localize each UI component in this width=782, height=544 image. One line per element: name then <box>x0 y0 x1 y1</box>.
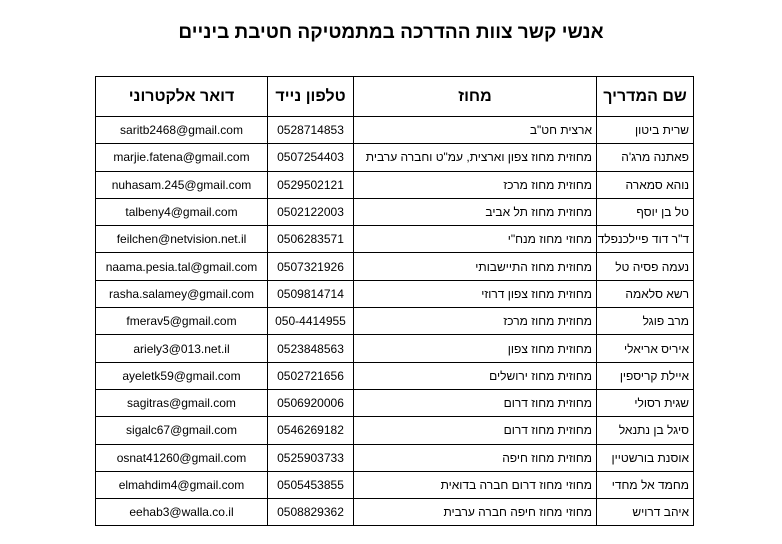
table-row <box>96 499 694 526</box>
cell-email[interactable]: ayeletk59@gmail.com <box>96 362 268 389</box>
cell-name: רשא סלאמה <box>597 280 694 307</box>
table-row <box>96 117 694 144</box>
table-row <box>96 226 694 253</box>
cell-district: מחוזי מחוז דרום חברה בדואית <box>354 471 597 498</box>
cell-district: ארצית חט"ב <box>354 117 597 144</box>
cell-phone: 0528714853 <box>268 117 354 144</box>
table-row <box>96 335 694 362</box>
cell-email[interactable]: fmerav5@gmail.com <box>96 308 268 335</box>
cell-district: מחוזית מחוז דרום <box>354 417 597 444</box>
cell-name: פאתנה מרג'ה <box>597 144 694 171</box>
cell-phone: 0506283571 <box>268 226 354 253</box>
cell-name: מרב פוגל <box>597 308 694 335</box>
cell-district: מחוזית מחוז התיישבותי <box>354 253 597 280</box>
cell-name: איילת קריספין <box>597 362 694 389</box>
table-row <box>96 308 694 335</box>
cell-name: איריס אריאלי <box>597 335 694 362</box>
cell-email[interactable]: nuhasam.245@gmail.com <box>96 171 268 198</box>
cell-email[interactable]: sagitras@gmail.com <box>96 389 268 416</box>
table-row <box>96 444 694 471</box>
cell-phone: 0529502121 <box>268 171 354 198</box>
cell-email[interactable]: feilchen@netvision.net.il <box>96 226 268 253</box>
cell-phone: 0502122003 <box>268 198 354 225</box>
cell-email[interactable]: sigalc67@gmail.com <box>96 417 268 444</box>
table-row <box>96 280 694 307</box>
cell-email[interactable]: marjie.fatena@gmail.com <box>96 144 268 171</box>
cell-phone: 0546269182 <box>268 417 354 444</box>
cell-district: מחוזית מחוז צפון וארצית, עמ"ט וחברה ערבית <box>354 144 597 171</box>
table-row <box>96 471 694 498</box>
table-row <box>96 417 694 444</box>
table-row <box>96 144 694 171</box>
table-row <box>96 253 694 280</box>
header-email: דואר אלקטרוני <box>96 77 268 117</box>
cell-name: ד"ר דוד פיילכנפלד <box>597 226 694 253</box>
cell-email[interactable]: naama.pesia.tal@gmail.com <box>96 253 268 280</box>
cell-district: מחוזית מחוז תל אביב <box>354 198 597 225</box>
header-name: שם המדריך <box>597 77 694 117</box>
cell-name: מחמד אל מחדי <box>597 471 694 498</box>
cell-phone: 0508829362 <box>268 499 354 526</box>
cell-name: סיגל בן נתנאל <box>597 417 694 444</box>
cell-email[interactable]: elmahdim4@gmail.com <box>96 471 268 498</box>
cell-district: מחוזית מחוז צפון <box>354 335 597 362</box>
cell-district: מחוזית מחוז חיפה <box>354 444 597 471</box>
cell-email[interactable]: talbeny4@gmail.com <box>96 198 268 225</box>
cell-phone: 0502721656 <box>268 362 354 389</box>
cell-district: מחוזית מחוז דרום <box>354 389 597 416</box>
cell-email[interactable]: rasha.salamey@gmail.com <box>96 280 268 307</box>
cell-district: מחוזי מחוז מנח"י <box>354 226 597 253</box>
page-title: אנשי קשר צוות ההדרכה במתמטיקה חטיבת ביניים <box>178 22 604 43</box>
cell-name: נוהא סמארה <box>597 171 694 198</box>
header-row <box>96 77 694 117</box>
table-row <box>96 198 694 225</box>
header-phone: טלפון נייד <box>268 77 354 117</box>
cell-phone: 0505453855 <box>268 471 354 498</box>
cell-email[interactable]: eehab3@walla.co.il <box>96 499 268 526</box>
cell-name: טל בן יוסף <box>597 198 694 225</box>
cell-email[interactable]: saritb2468@gmail.com <box>96 117 268 144</box>
cell-district: מחוזית מחוז מרכז <box>354 308 597 335</box>
cell-phone: 0507254403 <box>268 144 354 171</box>
cell-name: נעמה פסיה טל <box>597 253 694 280</box>
cell-phone: 050-4414955 <box>268 308 354 335</box>
table-row <box>96 171 694 198</box>
cell-phone: 0525903733 <box>268 444 354 471</box>
cell-email[interactable]: ariely3@013.net.il <box>96 335 268 362</box>
cell-district: מחוזית מחוז צפון דרוזי <box>354 280 597 307</box>
cell-phone: 0509814714 <box>268 280 354 307</box>
contacts-table <box>95 76 694 526</box>
cell-district: מחוזית מחוז מרכז <box>354 171 597 198</box>
cell-district: מחוזית מחוז ירושלים <box>354 362 597 389</box>
table-row <box>96 389 694 416</box>
cell-phone: 0506920006 <box>268 389 354 416</box>
cell-phone: 0507321926 <box>268 253 354 280</box>
cell-name: שגית רסולי <box>597 389 694 416</box>
cell-name: איהב דרויש <box>597 499 694 526</box>
cell-district: מחוזי מחוז חיפה חברה ערבית <box>354 499 597 526</box>
table-row <box>96 362 694 389</box>
cell-name: שרית ביטון <box>597 117 694 144</box>
cell-name: אוסנת בורשטיין <box>597 444 694 471</box>
header-district: מחוז <box>354 77 597 117</box>
cell-phone: 0523848563 <box>268 335 354 362</box>
cell-email[interactable]: osnat41260@gmail.com <box>96 444 268 471</box>
